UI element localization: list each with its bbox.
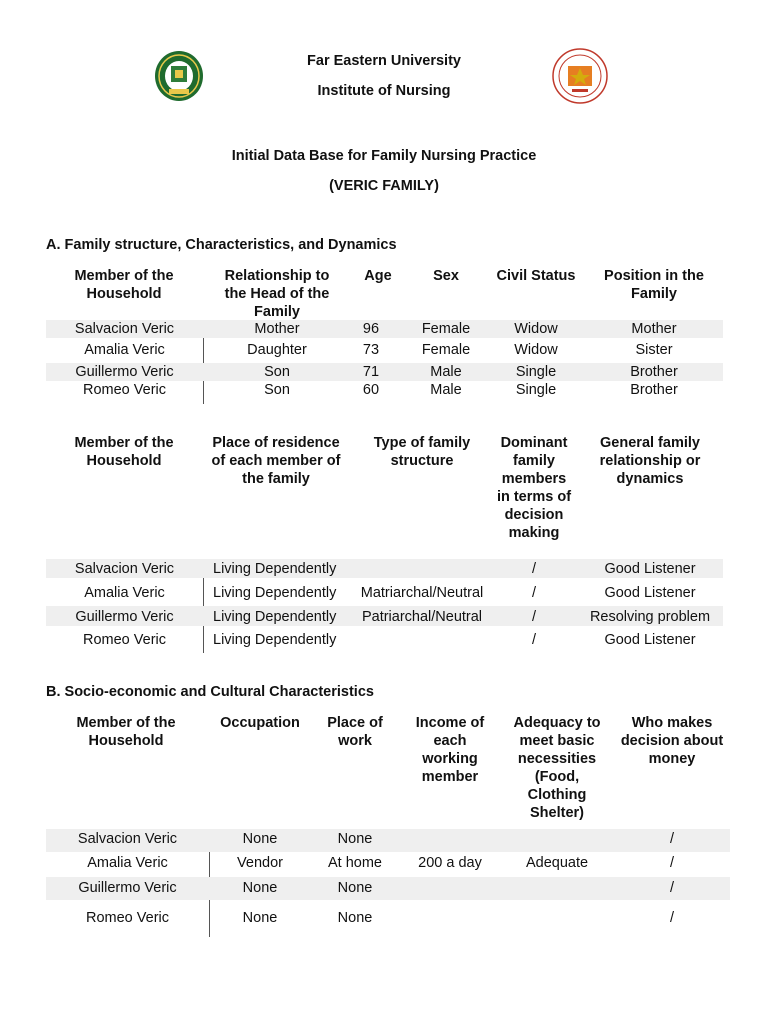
table3-cell: None: [337, 880, 373, 896]
table1-cell: Single: [515, 364, 557, 380]
table1-header-civil-status: Civil Status: [496, 268, 576, 284]
table2-cell: /: [531, 585, 537, 601]
table3-cell: Guillermo Veric: [78, 880, 177, 896]
table1-header-sex: Sex: [433, 268, 459, 284]
table1-cell: Mother: [631, 321, 677, 337]
table1-cell: Female: [421, 342, 471, 358]
table1-cell: Daughter: [247, 342, 307, 358]
table1-cell: Salvacion Veric: [74, 321, 175, 337]
table2-cell: Living Dependently: [213, 632, 337, 648]
table3-cell: /: [669, 880, 675, 896]
table2-header-structure: Type of family structure: [373, 435, 471, 469]
table1-cell: Widow: [514, 321, 558, 337]
table3-cell: None: [242, 880, 278, 896]
table1-cell: 73: [362, 342, 380, 358]
table1-cell: Widow: [514, 342, 558, 358]
table3-cell: None: [242, 831, 278, 847]
table3-cell: Adequate: [525, 855, 589, 871]
table1-cell: Son: [264, 364, 290, 380]
table3-cell: Amalia Veric: [87, 855, 168, 871]
institute-name: Institute of Nursing: [317, 83, 451, 99]
table3-cell: Romeo Veric: [85, 910, 169, 926]
table3-cell: None: [337, 831, 373, 847]
table3-cell: Salvacion Veric: [77, 831, 178, 847]
table3-cell: 200 a day: [418, 855, 482, 871]
table1-cell: Male: [430, 364, 462, 380]
table2-header-residence: Place of residence of each member of the family: [211, 435, 341, 487]
table1-header-relationship: Relationship to the Head of the Family: [224, 268, 330, 320]
table3-cell: /: [669, 831, 675, 847]
table2-cell: Romeo Veric: [82, 632, 166, 648]
section-a-title: A. Family structure, Characteristics, and Dynamics: [46, 237, 397, 253]
table2-cell: Living Dependently: [213, 609, 337, 625]
table1-cell: Single: [515, 382, 557, 398]
table2-header-member: Member of the Household: [74, 435, 174, 469]
document-title: Initial Data Base for Family Nursing Practice: [231, 148, 537, 164]
table1-cell: Brother: [630, 364, 678, 380]
table1-cell: Male: [430, 382, 462, 398]
table2-cell: Salvacion Veric: [74, 561, 175, 577]
table1-cell: Female: [421, 321, 471, 337]
table3-cell: None: [337, 910, 373, 926]
table1-header-age: Age: [364, 268, 392, 284]
table2-cell: Matriarchal/Neutral: [360, 585, 484, 601]
table3-header-adequacy: Adequacy to meet basic necessities (Food, Clothing Shelter): [513, 715, 601, 821]
university-name: Far Eastern University: [307, 53, 461, 69]
table3-header-income: Income of each working member: [415, 715, 485, 785]
table2-cell: /: [531, 632, 537, 648]
table3-cell: At home: [328, 855, 382, 871]
table1-header-member: Member of the Household: [74, 268, 174, 302]
table1-cell: Amalia Veric: [84, 342, 165, 358]
table2-cell: /: [531, 609, 537, 625]
table3-cell: Vendor: [237, 855, 283, 871]
table3-header-money-decision: Who makes decision about money: [620, 715, 724, 767]
table2-header-relationship: General family relationship or dynamics: [599, 435, 701, 487]
table1-cell: 60: [362, 382, 380, 398]
section-b-title: B. Socio-economic and Cultural Characteristics: [46, 684, 374, 700]
table1-cell: Sister: [635, 342, 673, 358]
table2-cell: Living Dependently: [213, 585, 337, 601]
table2-cell: Living Dependently: [213, 561, 337, 577]
table1-cell: 71: [362, 364, 380, 380]
table2-cell: Patriarchal/Neutral: [361, 609, 483, 625]
table1-cell: Son: [264, 382, 290, 398]
table3-header-member: Member of the Household: [76, 715, 176, 749]
table1-cell: Brother: [630, 382, 678, 398]
table2-header-dominant: Dominant family members in terms of decision making: [496, 435, 572, 541]
table2-cell: Amalia Veric: [84, 585, 165, 601]
table1-cell: Guillermo Veric: [75, 364, 174, 380]
table2-cell: Guillermo Veric: [75, 609, 174, 625]
table3-cell: /: [669, 855, 675, 871]
table1-cell: Romeo Veric: [82, 382, 166, 398]
table3-cell: /: [669, 910, 675, 926]
family-name: (VERIC FAMILY): [329, 178, 439, 194]
table2-cell: Resolving problem: [589, 609, 711, 625]
table3-header-place-of-work: Place of work: [327, 715, 383, 749]
table2-cell: Good Listener: [604, 632, 696, 648]
table3-cell: None: [242, 910, 278, 926]
table1-cell: 96: [362, 321, 380, 337]
table3-header-occupation: Occupation: [220, 715, 300, 731]
table1-header-position: Position in the Family: [604, 268, 704, 302]
table2-cell: Good Listener: [604, 561, 696, 577]
table1-cell: Mother: [254, 321, 300, 337]
table2-cell: Good Listener: [604, 585, 696, 601]
table2-cell: /: [531, 561, 537, 577]
